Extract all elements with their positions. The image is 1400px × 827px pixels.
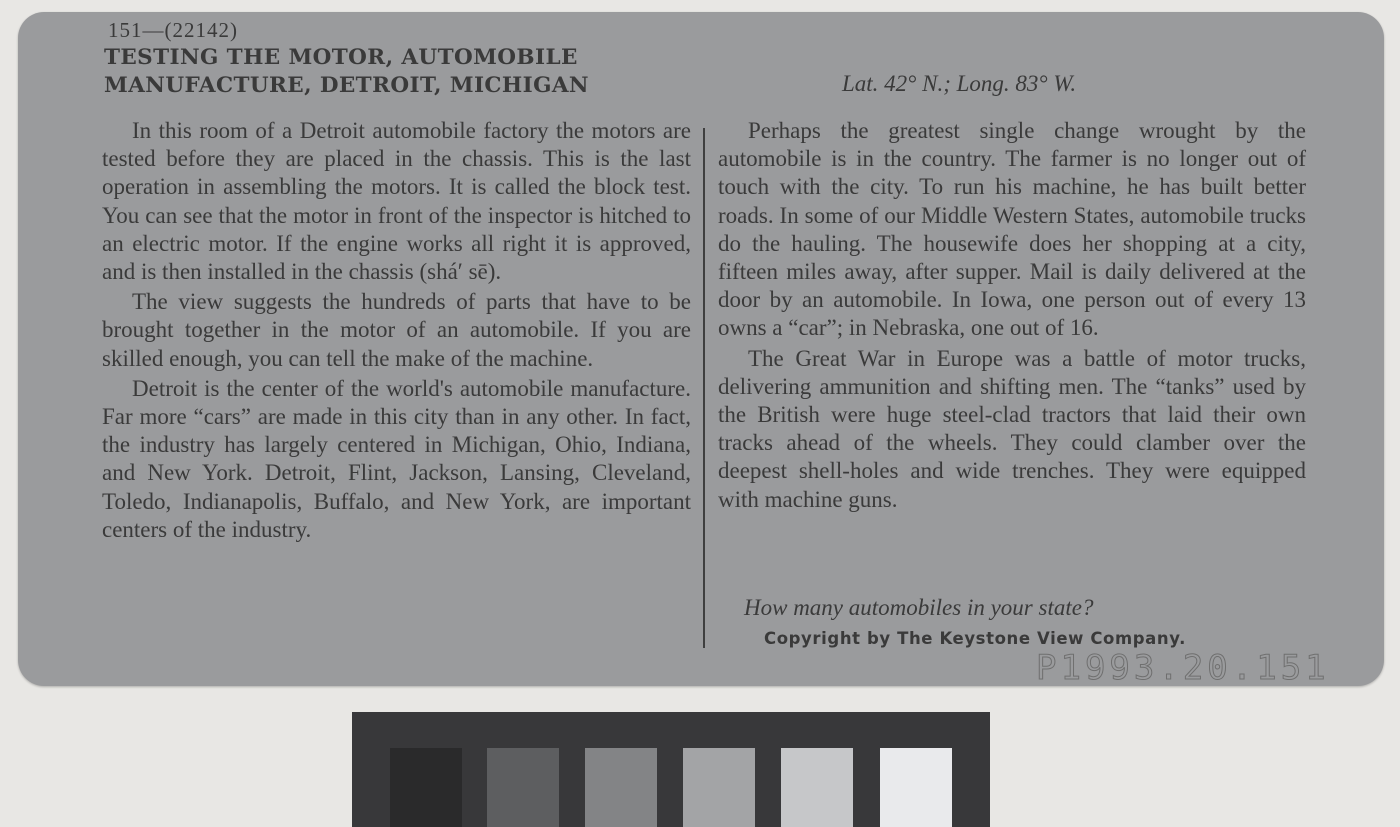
gray-patch <box>390 748 462 827</box>
gray-patch <box>781 748 853 827</box>
left-paragraph-1: In this room of a Detroit automobile factory the motors are tested before they are placed in the chassis. This is the last operation in assembling the motors. It is called the block test. You can see that the motor in front of the inspector is hitched to an electric motor. If the engine works all right it is approved, and is then installed in the chassis (shá′ sē). <box>102 118 691 285</box>
gray-patch <box>880 748 952 827</box>
question-prompt: How many automobiles in your state? <box>744 595 1094 620</box>
title-line-2: MANUFACTURE, DETROIT, MICHIGAN <box>104 73 589 98</box>
gray-scale-target <box>352 712 990 827</box>
title-line-1: TESTING THE MOTOR, AUTOMOBILE <box>104 45 578 70</box>
gray-patch <box>487 748 559 827</box>
card-title <box>104 44 704 100</box>
gray-patch <box>683 748 755 827</box>
accession-number: P1993.20.151 <box>1036 648 1330 688</box>
left-paragraph-2: The view suggests the hundreds of parts that have to be brought together in the motor of an automobile. If you are skilled enough, you can tell the make of the machine. <box>102 289 691 371</box>
column-divider <box>703 128 705 648</box>
right-column <box>718 117 1306 516</box>
gray-patch <box>585 748 657 827</box>
right-paragraph-2: The Great War in Europe was a battle of motor trucks, delivering ammunition and shifting men. The “tanks” used by the British were huge steel-clad tractors that laid their own tracks ahead of the wheels. They could clamber over the deepest shell-holes and wide trenches. They were equipped with machine guns. <box>718 345 1306 512</box>
card-number: 151—(22142) <box>108 18 238 42</box>
lat-long: Lat. 42° N.; Long. 83° W. <box>842 71 1077 96</box>
left-column <box>102 117 691 546</box>
left-paragraph-3: Detroit is the center of the world's automobile manufacture. Far more “cars” are made in this city than in any other. In fact, the industry has largely centered in Michigan, Ohio, Indiana, and New York. Detroit, Flint, Jackson, Lansing, Cleveland, Toledo, Indianapolis, Buffalo, and New York, are important centers of the industry. <box>102 375 691 542</box>
copyright-line: Copyright by The Keystone View Company. <box>764 629 1186 648</box>
right-paragraph-1: Perhaps the greatest single change wrought by the automobile is in the country. The farmer is no longer out of touch with the city. To run his machine, he has built better roads. In some of our Middle Western States, automobile trucks do the hauling. The housewife does her shopping at a city, fifteen miles away, after supper. Mail is daily delivered at the door by an automobile. In Iowa, one person out of every 13 owns a “car”; in Nebraska, one out of 16. <box>718 118 1306 341</box>
